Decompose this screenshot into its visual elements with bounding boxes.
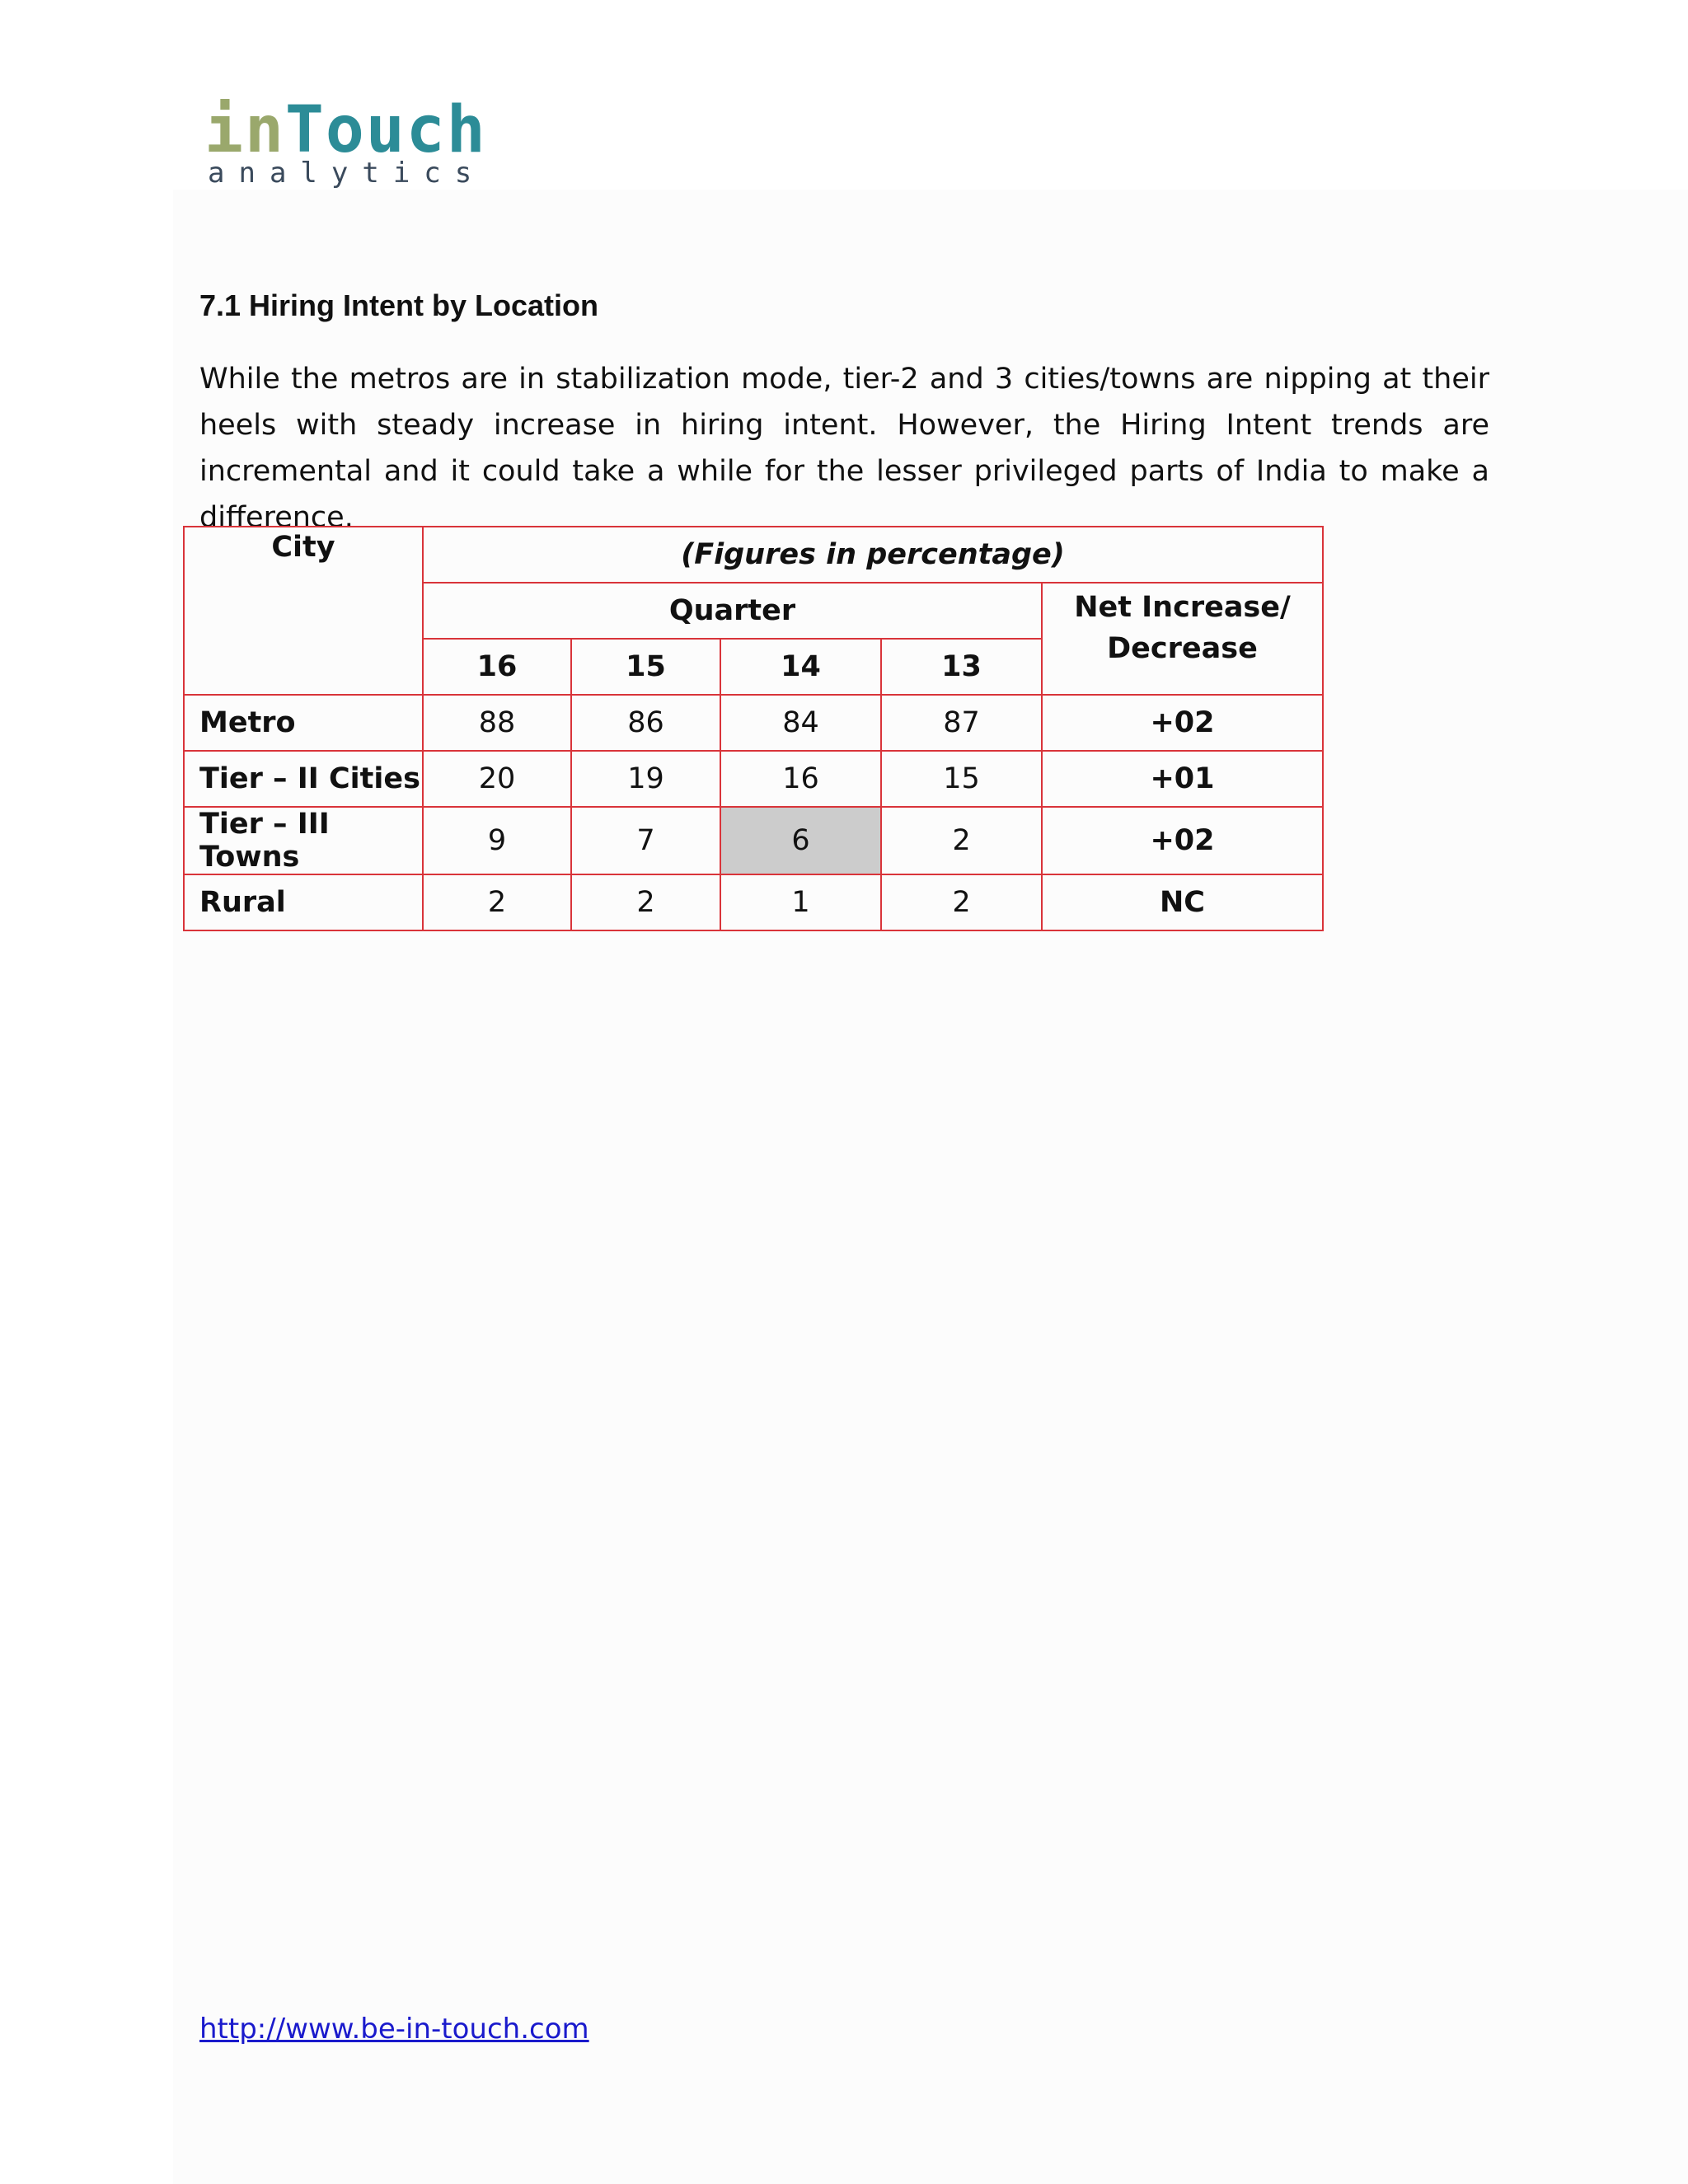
table-cell: 2 (881, 874, 1042, 930)
figures-note: (Figures in percentage) (423, 527, 1323, 583)
net-change-cell: +02 (1042, 807, 1323, 874)
table-cell: 7 (571, 807, 720, 874)
website-link[interactable]: http://www.be-in-touch.com (199, 2013, 589, 2046)
net-change-cell: +01 (1042, 751, 1323, 807)
highlighted-cell: 6 (720, 807, 881, 874)
table-cell: 19 (571, 751, 720, 807)
table-cell: 86 (571, 695, 720, 751)
table-header-row-1 (184, 527, 1323, 583)
net-header-line1: Net Increase/ (1074, 591, 1291, 624)
intro-paragraph: While the metros are in stabilization mode, tier-2 and 3 cities/towns are nipping at their heels with steady increase in hiring intent. However, the Hiring Intent trends are incremental and it could take a while for the lesser privileged parts of India to make a difference. (199, 363, 1489, 534)
table-cell: 87 (881, 695, 1042, 751)
table-cell: 2 (423, 874, 571, 930)
quarter-16-header: 16 (423, 639, 571, 695)
table-cell: 2 (881, 807, 1042, 874)
table-row (184, 695, 1323, 751)
hiring-intent-table (183, 526, 1324, 931)
table-cell: 9 (423, 807, 571, 874)
net-change-cell: NC (1042, 874, 1323, 930)
table-row (184, 751, 1323, 807)
table-cell: 2 (571, 874, 720, 930)
quarter-13-header: 13 (881, 639, 1042, 695)
logo-wordmark (204, 93, 487, 167)
section-heading: 7.1 Hiring Intent by Location (199, 288, 599, 322)
row-label-metro: Metro (184, 695, 423, 751)
table-cell: 1 (720, 874, 881, 930)
quarter-header: Quarter (423, 583, 1042, 639)
logo-wordmark-in: in (204, 93, 285, 167)
table-cell: 88 (423, 695, 571, 751)
row-label-tier2: Tier – II Cities (184, 751, 423, 807)
logo-tagline: analytics (208, 157, 486, 190)
intouch-logo (204, 93, 487, 190)
row-label-tier3: Tier – III Towns (184, 807, 423, 874)
row-label-rural: Rural (184, 874, 423, 930)
table-row (184, 874, 1323, 930)
table-cell: 16 (720, 751, 881, 807)
table-row (184, 807, 1323, 874)
quarter-14-header: 14 (720, 639, 881, 695)
net-change-header (1042, 583, 1323, 695)
table-cell: 15 (881, 751, 1042, 807)
table-cell: 20 (423, 751, 571, 807)
table-cell: 84 (720, 695, 881, 751)
city-column-header: City (184, 527, 423, 695)
net-change-cell: +02 (1042, 695, 1323, 751)
quarter-15-header: 15 (571, 639, 720, 695)
net-header-line2: Decrease (1107, 632, 1258, 665)
logo-wordmark-touch: Touch (284, 93, 487, 167)
